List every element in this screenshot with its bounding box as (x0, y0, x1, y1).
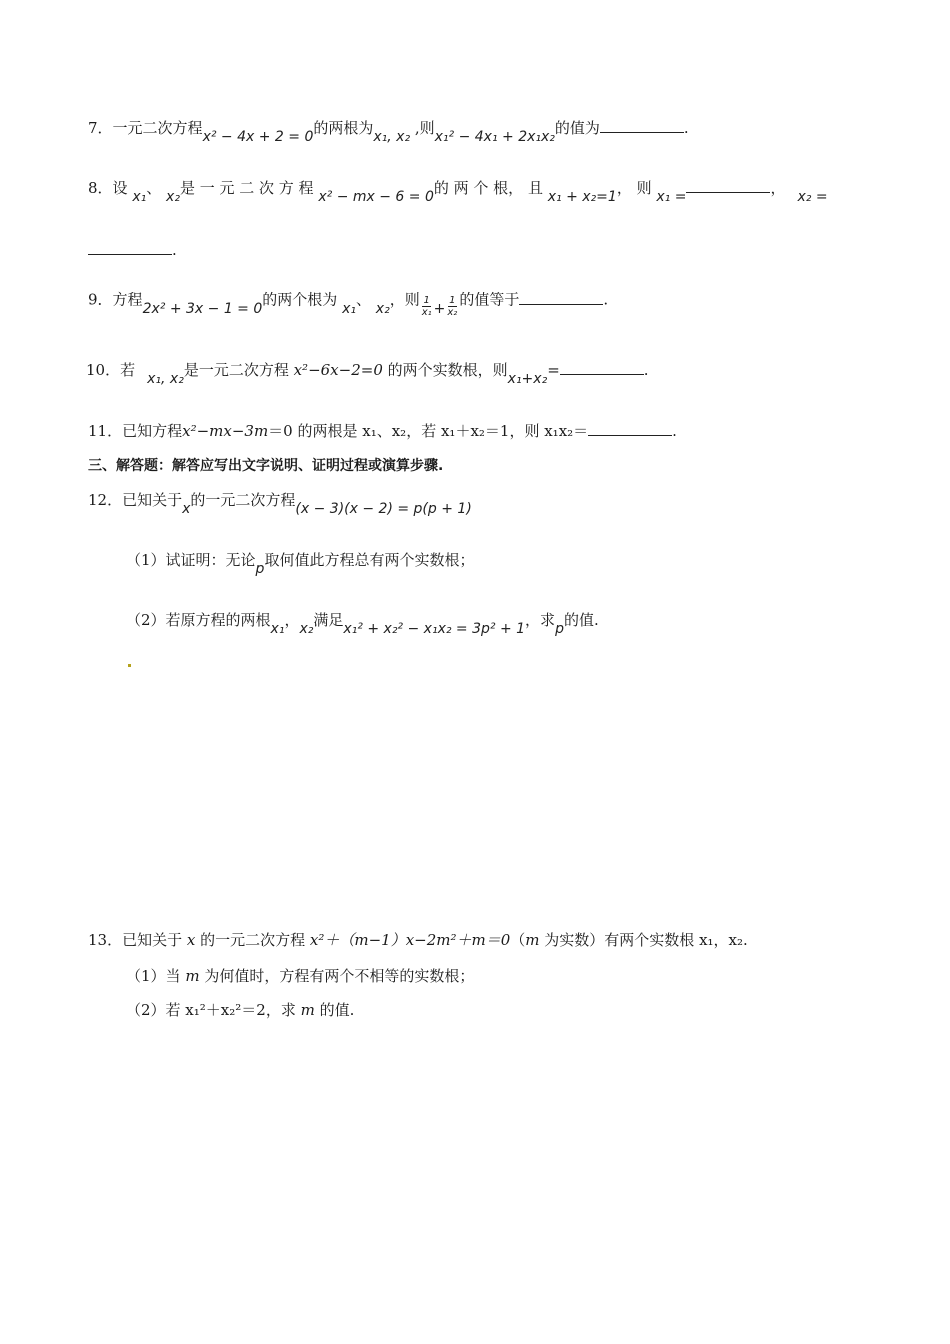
question-number: 9． (88, 290, 113, 309)
question-12 (88, 490, 472, 517)
q10-text: 是一元二次方程 (183, 361, 294, 379)
question-number: 12． (88, 491, 123, 509)
q11-text: ＝0 的两根是 x₁、x₂，若 x₁＋x₂＝1，则 x₁x₂＝ (268, 422, 589, 440)
question-13-part-1 (126, 966, 474, 986)
question-13-part-2 (126, 1000, 354, 1020)
q10-period: . (643, 361, 649, 379)
q7-period: . (683, 119, 689, 137)
q11-period: . (672, 422, 677, 440)
q8-equation: x² − mx − 6 = 0 (318, 189, 434, 205)
q9-root: x₂ (375, 300, 390, 317)
question-number: 7． (88, 119, 113, 137)
q7-text: 的两根为 (313, 119, 374, 137)
fraction-numerator: 1 (423, 295, 430, 306)
q13-part2-variable: m (300, 1001, 315, 1019)
q10-sum: x₁+x₂ (507, 371, 548, 387)
q10-text: 的两个实数根，则 (382, 361, 508, 379)
q12-part2-text: 的值. (563, 611, 599, 629)
plus-sign: + (433, 300, 446, 317)
q13-text: 为实数）有两个实数根 x₁，x₂. (539, 931, 748, 949)
q7-expression: x₁² − 4x₁ + 2x₁x₂ (434, 129, 555, 145)
q12-part2-root: x₂ (299, 621, 314, 637)
q12-part2-root: x₁ (270, 621, 285, 637)
q9-period: . (603, 290, 609, 309)
q8-condition: x₁ + x₂=1 (547, 189, 617, 205)
question-8 (88, 178, 828, 205)
q10-text: 若 (120, 361, 136, 379)
answer-blank[interactable] (600, 118, 684, 133)
q8-separator: 、 (146, 179, 162, 197)
q12-text: 已知关于 (122, 491, 183, 509)
q10-roots: x₁, x₂ (147, 371, 184, 387)
q8-text: 是 一 元 二 次 方 程 (179, 179, 314, 197)
q13-text: 已知关于 (122, 931, 187, 949)
q13-text: （ (510, 931, 526, 949)
answer-blank[interactable] (686, 178, 770, 193)
q12-variable: x (182, 501, 191, 517)
q12-equation: (x − 3)(x − 2) = p(p + 1) (295, 501, 472, 517)
q7-roots: x₁, x₂ (373, 129, 411, 145)
q9-text: 的两个根为 (262, 290, 338, 309)
q8-text: ， 则 (616, 179, 652, 197)
q12-part1-text: 取何值此方程总有两个实数根； (264, 551, 475, 569)
question-number: 8． (88, 179, 113, 197)
q7-text: ,则 (410, 119, 435, 137)
q11-text: 已知方程 (122, 422, 183, 440)
fraction-denominator: x₂ (447, 307, 458, 318)
question-number: 10． (86, 361, 121, 379)
q8-period: . (172, 241, 177, 259)
q7-equation: x² − 4x + 2 = 0 (202, 129, 314, 145)
q13-variable: m (525, 931, 540, 949)
q13-equation: x²＋（m−1）x−2m²＋m＝0 (309, 931, 511, 949)
question-13 (88, 930, 748, 950)
q12-part2-separator: ， (284, 611, 300, 629)
fraction (447, 295, 457, 318)
q13-part1-variable: m (185, 967, 200, 985)
q10-equation: x²−6x−2=0 (293, 361, 383, 379)
question-number: 11． (88, 422, 123, 440)
question-number: 13． (88, 931, 123, 949)
q9-text: 方程 (112, 290, 143, 309)
q9-text: ，则 (389, 290, 420, 309)
stray-mark (128, 664, 131, 667)
q8-root: x₂ (166, 189, 180, 205)
q7-text: 一元二次方程 (112, 119, 203, 137)
answer-blank[interactable] (588, 421, 672, 436)
q12-part1-text: （1）试证明：无论 (126, 551, 256, 569)
q8-text: 设 (112, 179, 128, 197)
q8-text: 的 两 个 根， 且 (433, 179, 543, 197)
q11-equation: x²−mx−3m (182, 422, 269, 440)
question-12-part-1 (126, 550, 475, 577)
q12-part2-equation: x₁² + x₂² − x₁x₂ = 3p² + 1 (343, 621, 526, 637)
question-10 (86, 360, 649, 387)
q12-part2-text: 满足 (313, 611, 344, 629)
answer-blank[interactable] (560, 360, 644, 375)
q9-root: x₁ (342, 300, 356, 317)
q13-text: 的一元二次方程 (195, 931, 310, 949)
q9-equation: 2x² + 3x − 1 = 0 (142, 300, 263, 317)
q7-text: 的值为 (554, 119, 600, 137)
question-8-continued (88, 240, 177, 260)
q9-separator: 、 (355, 290, 371, 309)
q8-root: x₁ (132, 189, 147, 205)
q8-answer-label: x₂ = (797, 189, 828, 205)
fraction-denominator: x₁ (421, 307, 432, 318)
fraction (422, 295, 432, 318)
q13-variable: x (186, 931, 196, 949)
question-7 (88, 118, 689, 145)
section-heading: 三、解答题：解答应写出文字说明、证明过程或演算步骤. (88, 458, 444, 474)
question-12-part-2 (126, 610, 599, 637)
q9-text: 的值等于 (459, 290, 520, 309)
q13-part2-text: 的值. (314, 1001, 355, 1019)
q8-answer-label: x₁ = (656, 189, 687, 205)
question-11 (88, 421, 677, 441)
q12-part1-variable: p (255, 561, 265, 577)
q13-part1-text: 为何值时，方程有两个不相等的实数根； (199, 967, 475, 985)
question-9 (88, 289, 609, 318)
q12-text: 的一元二次方程 (190, 491, 296, 509)
answer-blank[interactable] (88, 240, 172, 255)
q12-part2-text: ，求 (525, 611, 556, 629)
q10-equals: = (547, 361, 560, 379)
q12-part2-text: （2）若原方程的两根 (126, 611, 271, 629)
answer-blank[interactable] (519, 290, 603, 305)
q8-comma: ， (770, 179, 786, 197)
fraction-numerator: 1 (449, 295, 456, 306)
q13-part2-text: （2）若 x₁²＋x₂²＝2，求 (126, 1001, 301, 1019)
q13-part1-text: （1）当 (126, 967, 186, 985)
q12-part2-variable: p (555, 621, 564, 637)
